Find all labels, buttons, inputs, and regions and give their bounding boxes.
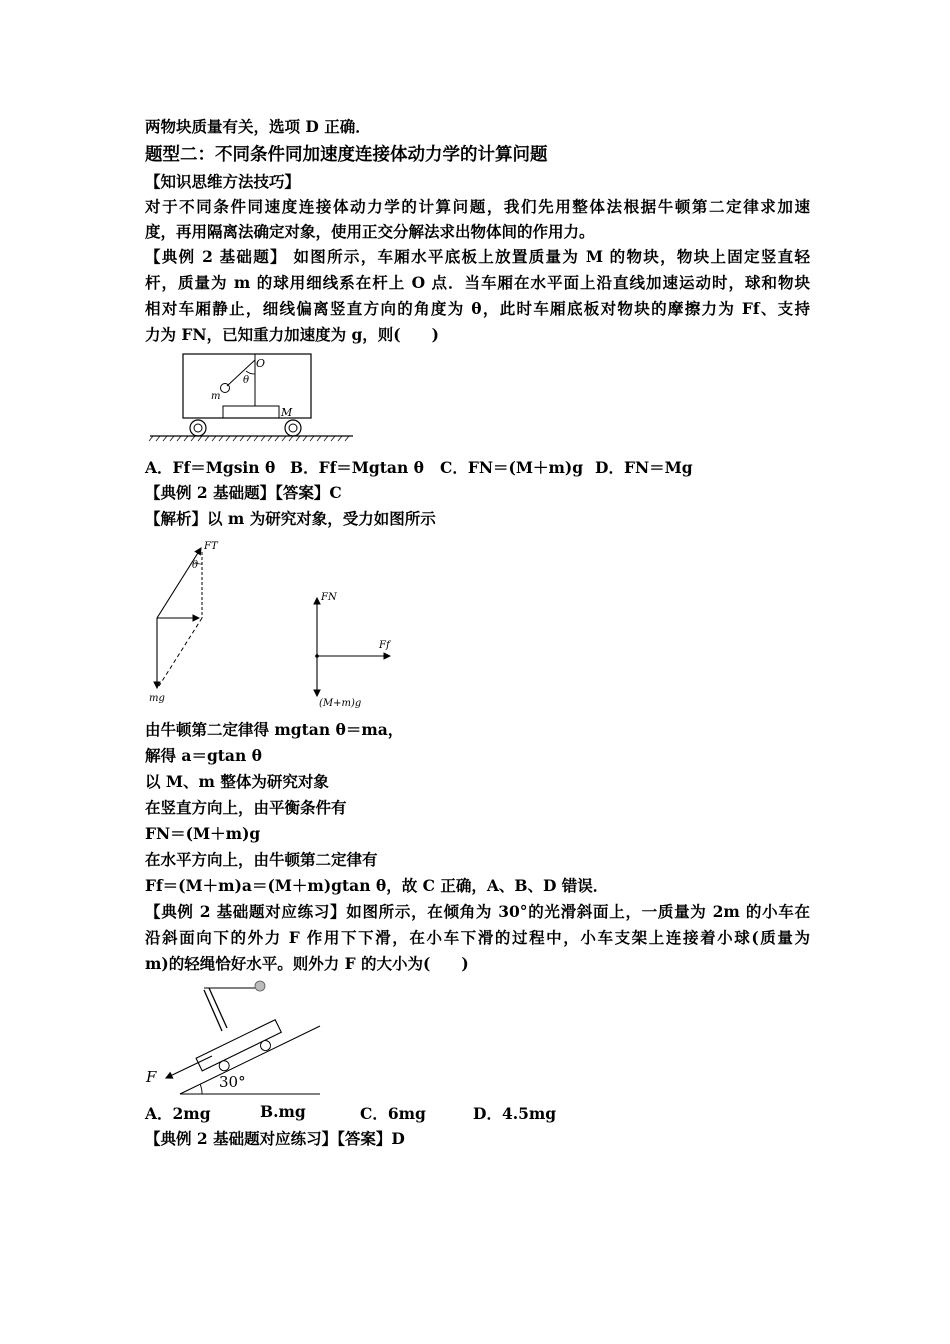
analysis-line: 由牛顿第二定律得 mgtan θ＝ma， [145,720,404,739]
option-d: D．4.5mg [473,1104,557,1123]
option-a: A．Ff＝Mgsin θ [145,458,276,477]
question-line: 相对车厢静止，细线偏离竖直方向的角度为 θ，此时车厢底板对物块的摩擦力为 Ff、支持 [145,299,810,318]
label-FT: FT [204,541,218,552]
answer-line: 【典例 2 基础题对应练习】【答案】D [145,1129,405,1148]
question-line: 杆，质量为 m 的球用细线系在杆上 O 点．当车厢在水平面上沿直线加速运动时，球和物块 [145,273,810,292]
question-line: 【典例 2 基础题】 如图所示，车厢水平底板上放置质量为 M 的物块，物块上固定竖直轻 [145,247,810,266]
analysis-line: 在竖直方向上，由平衡条件有 [145,798,347,817]
analysis-line: 在水平方向上，由牛顿第二定律有 [145,850,378,869]
label-F: F [146,1068,157,1086]
analysis-line: 【解析】以 m 为研究对象，受力如图所示 [145,509,436,528]
label-Ff: Ff [379,640,390,651]
option-b: B.mg [260,1102,306,1121]
carriage-figure [145,350,360,445]
text-line: 【知识思维方法技巧】 [145,172,301,191]
label-FN: FN [321,592,337,603]
label-m: m [211,391,221,402]
option-c: C．FN＝(M＋m)g [440,458,584,477]
text-line: 对于不同条件同速度连接体动力学的计算问题，我们先用整体法根据牛顿第二定律求加速 [145,197,810,216]
incline-figure [140,978,330,1098]
analysis-line: Ff＝(M＋m)a＝(M＋m)gtan θ，故 C 正确，A、B、D 错误． [145,876,609,895]
question-line: 【典例 2 基础题对应练习】如图所示，在倾角为 30°的光滑斜面上，一质量为 2m 的小车在 [145,902,810,921]
analysis-line: 解得 a＝gtan θ [145,746,262,765]
analysis-line: 以 M、m 整体为研究对象 [145,772,329,791]
label-mg: mg [149,693,165,704]
option-b: B．Ff＝Mgtan θ [290,458,424,477]
question-line: 力为 FN，已知重力加速度为 g，则( ) [145,325,439,344]
label-theta: θ [243,375,250,386]
answer-line: 【典例 2 基础题】【答案】C [145,483,342,502]
option-d: D．FN＝Mg [595,458,693,477]
option-a: A．2mg [145,1104,211,1123]
label-theta2: θ [192,560,199,571]
section-heading: 题型二：不同条件同加速度连接体动力学的计算问题 [145,145,548,165]
force-diagram-figure [145,538,405,713]
text-line: 度，再用隔离法确定对象，使用正交分解法求出物体间的作用力。 [145,222,595,241]
question-line: m)的轻绳恰好水平。则外力 F 的大小为( ) [145,954,469,973]
question-line: 沿斜面向下的外力 F 作用下下滑，在小车下滑的过程中，小车支架上连接着小球(质量为 [145,928,810,947]
analysis-line: FN＝(M＋m)g [145,824,261,843]
label-M: M [281,406,293,419]
text-line: 两物块质量有关，选项 D 正确． [145,117,371,136]
label-Mm-g: (M+m)g [319,698,362,709]
option-c: C．6mg [360,1104,426,1123]
label-angle: 30° [219,1073,246,1091]
label-O: O [256,357,266,370]
